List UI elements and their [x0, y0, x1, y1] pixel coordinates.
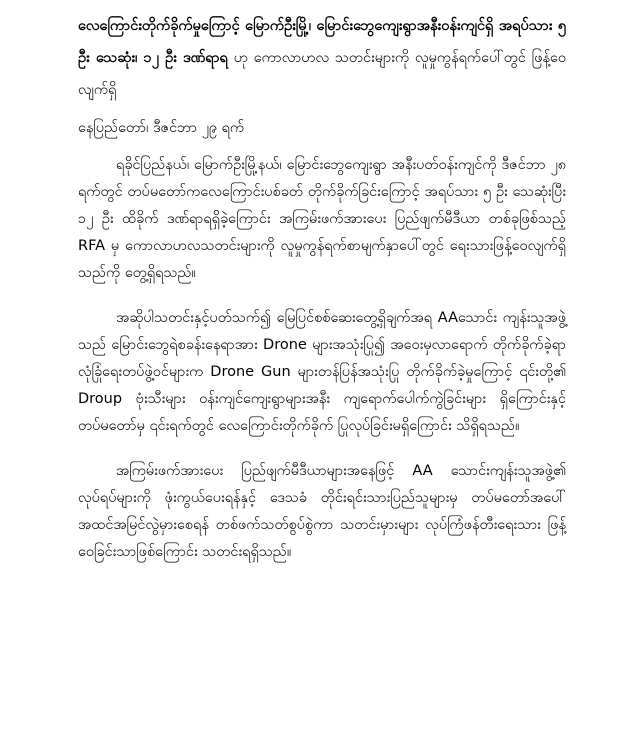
article-body [78, 10, 566, 584]
dateline: နေပြည်တော်၊ ဒီဇင်ဘာ ၂၉ ရက် [78, 120, 245, 136]
paragraph-3: အကြမ်းဖက်အားပေး ပြည်ဖျက်မီဒီယာများအနေဖြင့် AA သောင်းကျန်းသူအဖွဲ့၏ လုပ်ရပ်များကို ဖုံးကွယ်ပေးရန်နှင့် ဒေသခံ တိုင်းရင်းသားပြည်သူများမှ တပ်မတော်အပေါ် အထင်အမြင်လွဲမှားစေရန် တစ်ဖက်သတ်စွပ်စွဲကာ သတင်းမှားများ လုပ်ကြံဖန်တီးရေးသား ဖြန့်ဝေခြင်းသာဖြစ်ကြောင်း သတင်းရရှိသည်။ [78, 463, 566, 560]
headline [78, 10, 566, 106]
paragraph-1: ရခိုင်ပြည်နယ်၊ မြောက်ဦးမြို့နယ်၊ မြောင်းဘွေကျေးရွာ အနီးပတ်ဝန်းကျင်ကို ဒီဇင်ဘာ ၂၈ ရက်တွင် တပ်မတော်ကလေကြောင်းပစ်ခတ် တိုက်ခိုက်ခြင်းကြောင့် အရပ်သား ၅ ဦး သေဆုံးပြီး ၁၂ ဦး ထိခိုက် ဒဏ်ရာရရှိခဲ့ကြောင်း အကြမ်းဖက်အားပေး ပြည်ဖျက်မီဒီယာ တစ်ခုဖြစ်သည့် RFA မှ ကောလာဟလသတင်းများကို လူမှုကွန်ရက်စာမျက်နှာပေါ်တွင် ရေးသားဖြန့်ဝေလျက်ရှိသည်ကို တွေ့ရှိရသည်။ [78, 157, 566, 281]
headline-rest: ဟု ကောလာဟလ သတင်းများကို လူမှုကွန်ရက်ပေါ်တွင် ဖြန့်ဝေလျက်ရှိ [78, 50, 566, 98]
headline-bold: လေကြောင်းတိုက်ခိုက်မှုကြောင့် မြောက်ဦးမြို့၊ မြောင်းဘွေကျေးရွာအနီးဝန်းကျင်ရှိ အရပ်သား ၅ ဦး သေဆုံး၊ ၁၂ ဦး ဒဏ်ရာရ [78, 18, 566, 66]
paragraph-2: အဆိုပါသတင်းနှင့်ပတ်သက်၍ မြေပြင်စစ်ဆေးတွေ့ရှိချက်အရ AAသောင်း ကျန်းသူအဖွဲ့သည် မြောင်းဘွေရဲစခန်းနေရာအား Drone များအသုံးပြု၍ အဝေးမှလာရောက် တိုက်ခိုက်ခဲ့ရာ လုံခြုံရေးတပ်ဖွဲ့ဝင်များက Drone Gun များတန်ပြန်အသုံးပြု တိုက်ခိုက်ခဲ့မှုကြောင့် ၎င်းတို့၏ Droup ဗုံးသီးများ ဝန်းကျင်ကျေးရွာများအနီး ကျရောက်ပေါက်ကွဲခြင်းများ ရှိကြောင်းနှင့် တပ်မတော်မှ ၎င်းရက်တွင် လေကြောင်းတိုက်ခိုက် ပြုလုပ်ခြင်းမရှိကြောင်း သိရှိရသည်။ [78, 310, 566, 434]
